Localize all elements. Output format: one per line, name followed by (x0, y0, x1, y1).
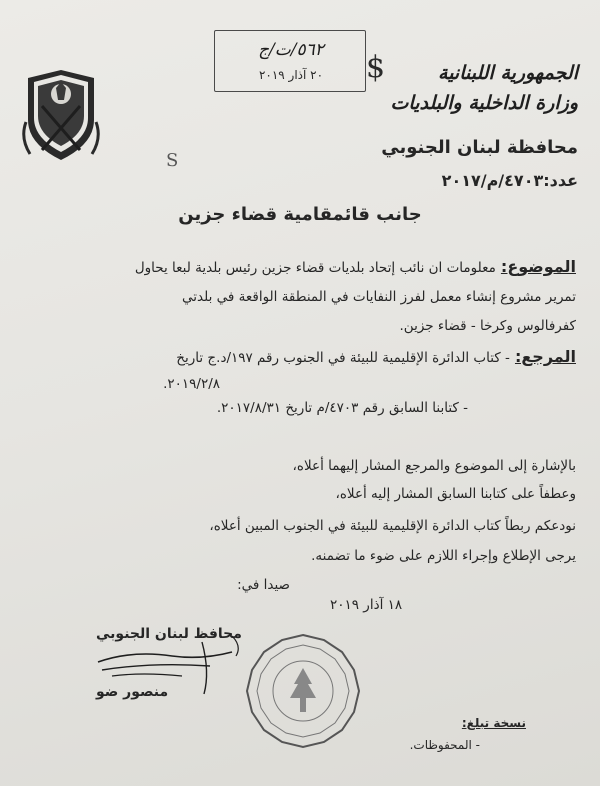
subject-label: الموضوع: (500, 257, 576, 276)
official-seal-icon (244, 632, 362, 750)
handwritten-mark: $ (366, 50, 386, 85)
subject-line-3: كفرفالوس وكرخا - قضاء جزين. (399, 318, 576, 334)
header-ministry: وزارة الداخلية والبلديات (390, 92, 578, 114)
body-paragraph-2: وعطفاً على كتابنا السابق المشار إليه أعلاه، (335, 486, 576, 502)
addressee: جانب قائمقامية قضاء جزين (178, 204, 422, 225)
signatory-name: منصور ضو (96, 684, 169, 700)
subject-line-2: تمرير مشروع إنشاء معمل لفرز النفايات في المنطقة الواقعة في بلدتي (182, 289, 576, 305)
copy-label: نسخة تبلغ: (461, 716, 526, 730)
signatory-title: محافظ لبنان الجنوبي (96, 626, 242, 642)
reference-line-2: ٢٠١٩/٢/٨. (163, 376, 220, 392)
body-paragraph-3: نودعكم ربطاً كتاب الدائرة الإقليمية للبيئة في الجنوب المبين أعلاه، (209, 518, 576, 534)
stamp-number: ٥٦٢/ت/ج (258, 40, 324, 60)
reference-line-1 (16, 347, 576, 366)
subject-line-1 (16, 257, 576, 276)
reference-line-3: - كتابنا السابق رقم ٤٧٠٣/م تاريخ ٢٠١٧/٨/٣١. (216, 400, 468, 416)
stamp-date: ٢٠ آذار ٢٠١٩ (258, 68, 324, 82)
closing-date: ١٨ آذار ٢٠١٩ (330, 597, 403, 613)
body-paragraph-1: بالإشارة إلى الموضوع والمرجع المشار إليهما أعلاه، (292, 458, 576, 474)
reference-number: عدد:٤٧٠٣/م/٢٠١٧ (441, 171, 578, 190)
header-republic: الجمهورية اللبنانية (438, 62, 578, 84)
reference-label: المرجع: (514, 347, 576, 366)
reference-text: - كتاب الدائرة الإقليمية للبيئة في الجنوب رقم ١٩٧/د.ج تاريخ (176, 350, 510, 366)
copy-recipient: - المحفوظات. (409, 738, 480, 752)
subject-text: معلومات ان نائب إتحاد بلديات قضاء جزين رئيس بلدية لبعا يحاول (134, 260, 496, 276)
header-governorate: محافظة لبنان الجنوبي (381, 137, 578, 158)
body-paragraph-4: يرجى الإطلاع وإجراء اللازم على ضوء ما تضمنه. (311, 548, 576, 564)
closing-place: صيدا في: (237, 577, 290, 593)
army-emblem-icon (20, 64, 102, 164)
handwritten-mark-small: S (166, 150, 179, 171)
